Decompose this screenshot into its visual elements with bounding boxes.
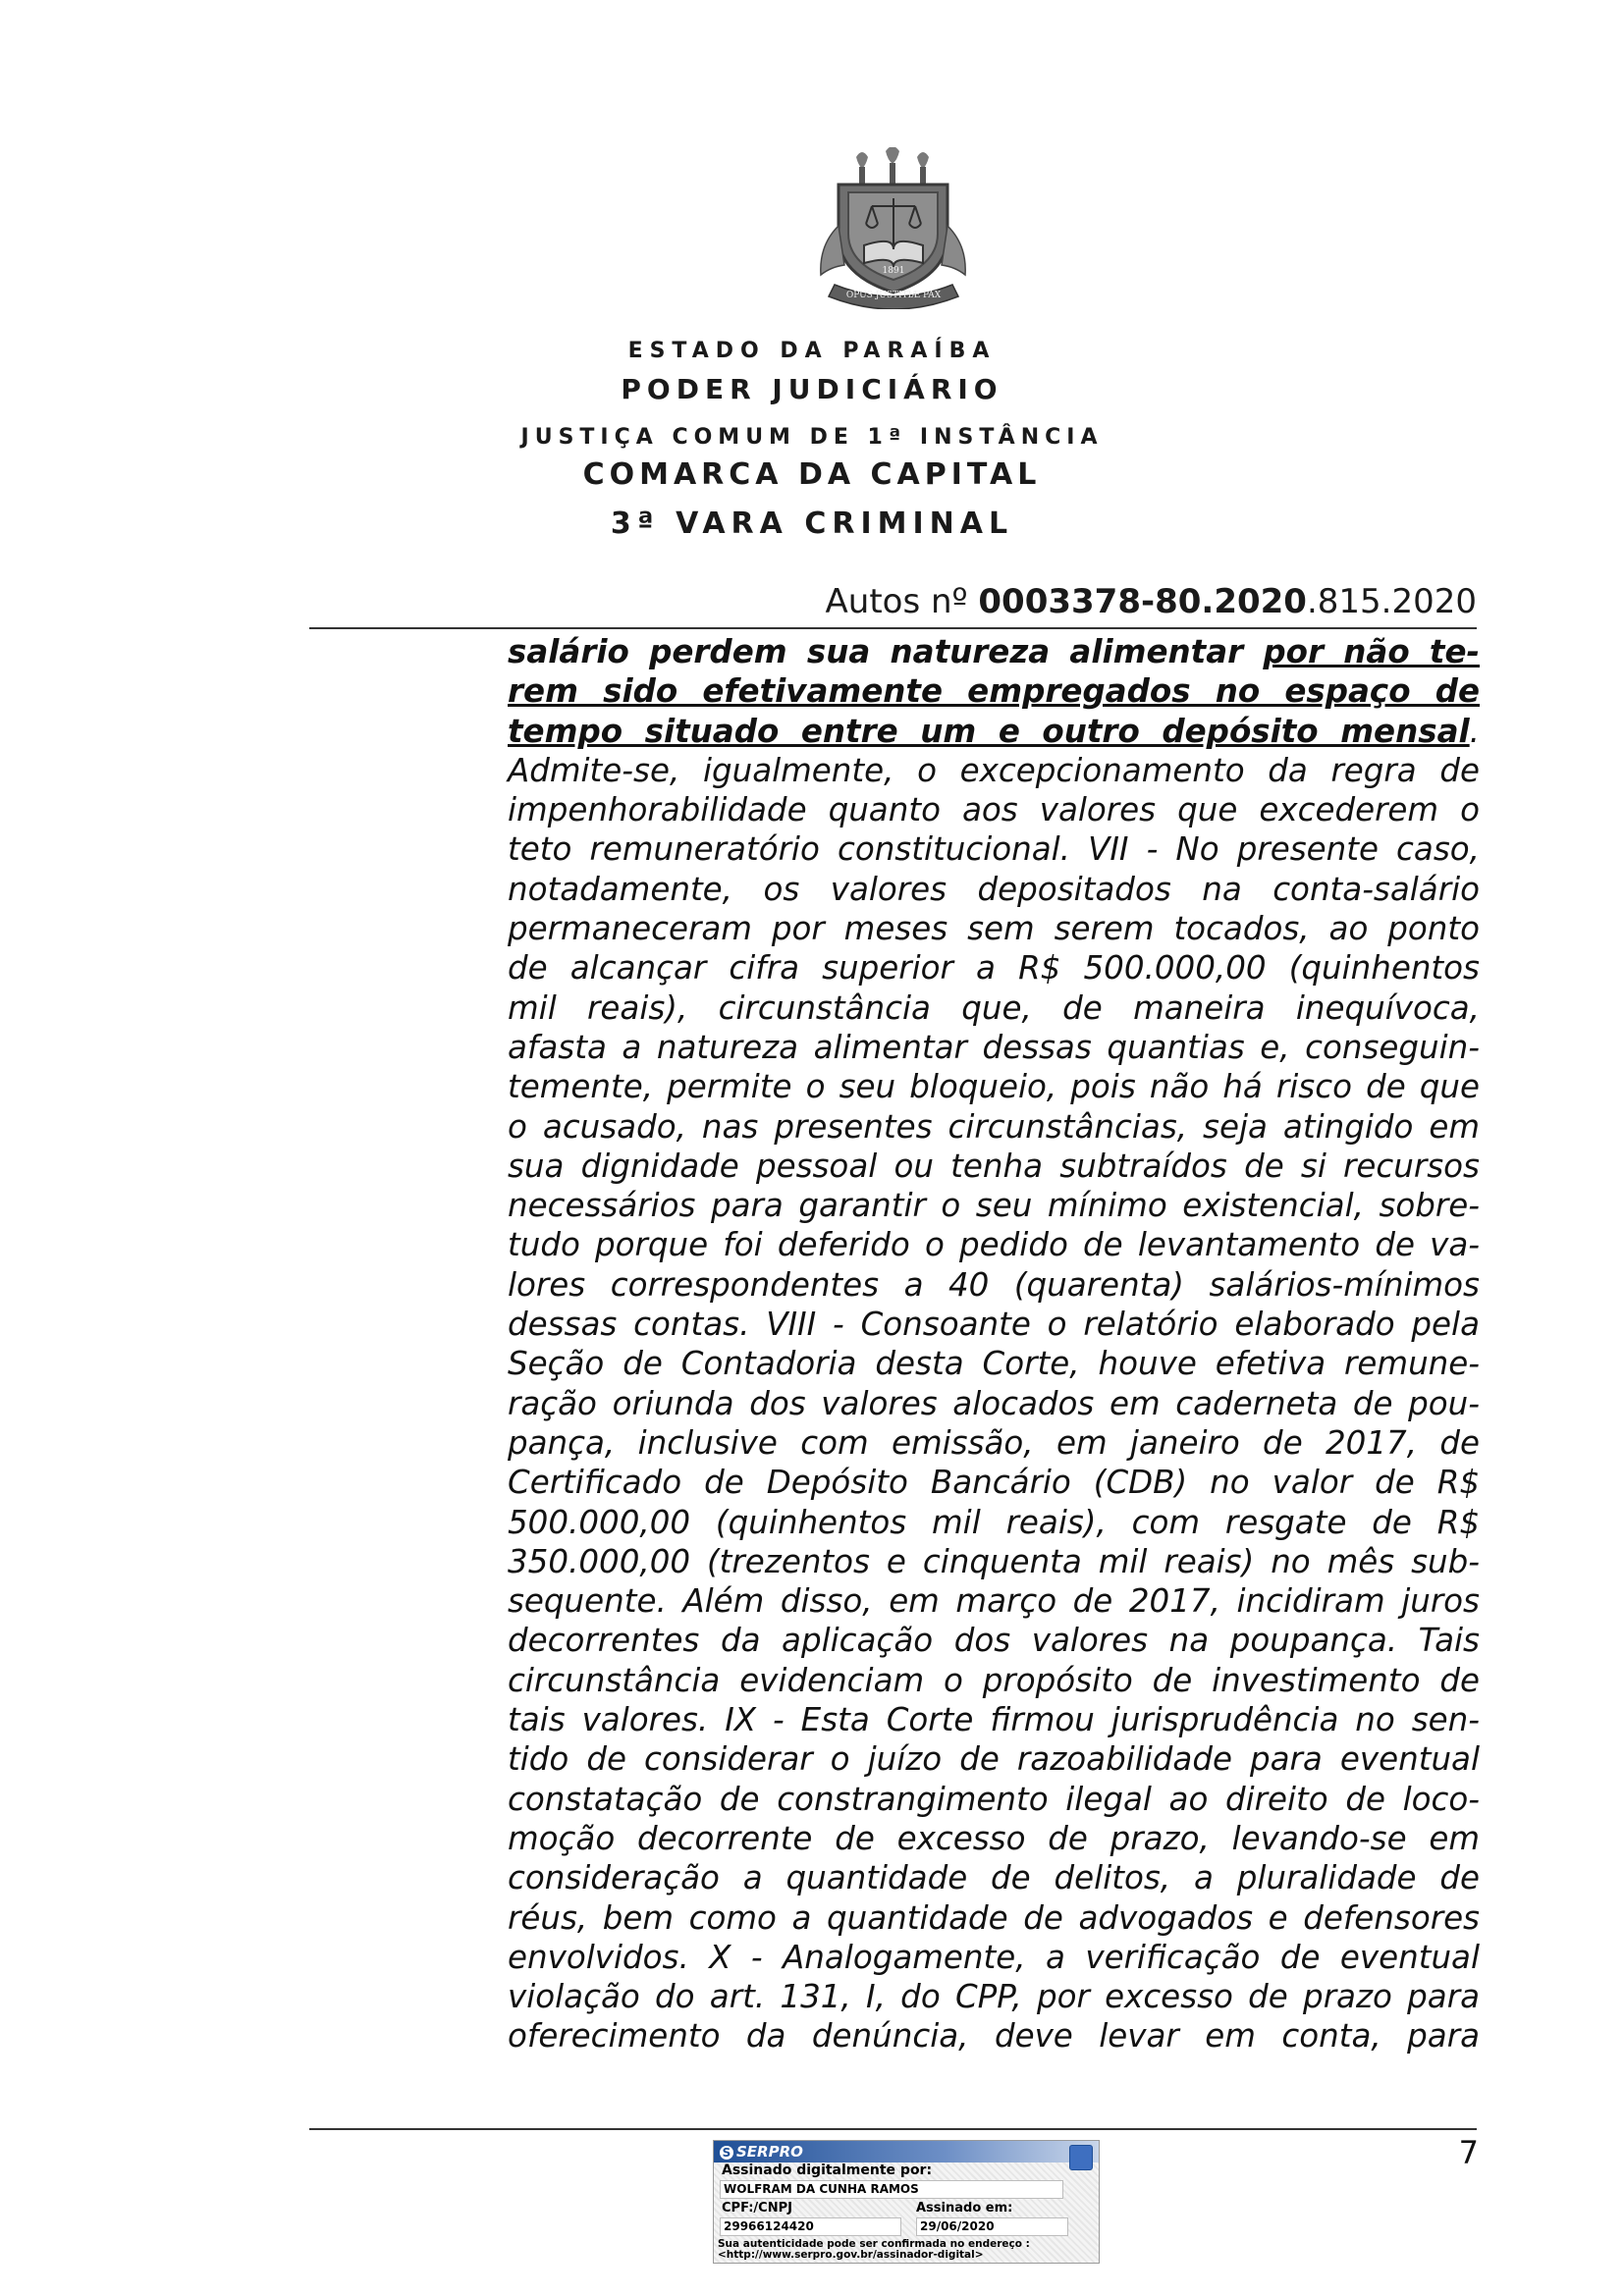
body-line: notadamente, os valores depositados na conta-salário xyxy=(508,870,1480,908)
body-line: o acusado, nas presentes circunstâncias, seja atingido em xyxy=(508,1107,1480,1146)
serpro-brand: SERPRO xyxy=(736,2143,803,2161)
header-chamber: 3ª VARA CRIMINAL xyxy=(610,507,1014,541)
stamp-cpf-label: CPF:/CNPJ xyxy=(722,2201,792,2216)
serpro-logo-icon: S xyxy=(720,2146,733,2160)
body-line: 350.000,00 (trezentos e cinquenta mil reais) no mês sub- xyxy=(508,1542,1480,1580)
stamp-signer: WOLFRAM DA CUNHA RAMOS xyxy=(720,2180,1063,2199)
body-line: permaneceram por meses sem serem tocados, ao ponto xyxy=(508,910,1480,948)
serpro-logo xyxy=(720,2143,803,2161)
body-line: pança, inclusive com emissão, em janeiro de 2017, de xyxy=(508,1423,1480,1462)
body-line: violação do art. 131, I, do CPP, por excesso de prazo para xyxy=(508,1978,1480,2016)
body-line xyxy=(508,632,1480,671)
stamp-date: 29/06/2020 xyxy=(916,2217,1068,2236)
body-line: constatação de constrangimento ilegal ao direito de loco- xyxy=(508,1780,1480,1818)
body-line: impenhorabilidade quanto aos valores que excederem o xyxy=(508,791,1480,829)
body-line-underlined: tempo situado entre um e outro depósito mensal xyxy=(508,712,1470,750)
crest-year: 1891 xyxy=(882,266,905,276)
coat-of-arms-icon xyxy=(817,147,969,309)
document-body xyxy=(508,632,1480,2056)
crest-motto: OPUS JUSTITIÆ PAX xyxy=(845,291,942,300)
body-line: decorrentes da aplicação dos valores na poupança. Tais xyxy=(508,1622,1480,1660)
stamp-seal-icon xyxy=(1069,2145,1093,2170)
case-number-suffix: .815.2020 xyxy=(1306,582,1477,621)
footer-divider xyxy=(309,2128,1477,2130)
stamp-verify-line1: Sua autenticidade pode ser confirmada no endereço : xyxy=(718,2238,1030,2250)
stamp-date-label: Assinado em: xyxy=(916,2201,1013,2216)
body-line-underlined: por não te- xyxy=(1263,633,1481,670)
body-line: Seção de Contadoria desta Corte, houve efetiva remune- xyxy=(508,1345,1480,1383)
body-line: Admite-se, igualmente, o excepcionamento da regra de xyxy=(508,751,1480,789)
header-court: JUSTIÇA COMUM DE 1ª INSTÂNCIA xyxy=(520,425,1104,450)
body-line: teto remuneratório constitucional. VII - No presente caso, xyxy=(508,830,1480,869)
digital-signature-stamp xyxy=(713,2140,1100,2264)
header-district: COMARCA DA CAPITAL xyxy=(582,457,1042,492)
case-number xyxy=(826,582,1477,621)
page-number: 7 xyxy=(1458,2134,1479,2171)
body-line xyxy=(508,712,1480,751)
case-number-main: 0003378-80.2020 xyxy=(978,582,1307,621)
body-line: mil reais), circunstância que, de maneira inequívoca, xyxy=(508,988,1480,1027)
stamp-verify-line2: <http://www.serpro.gov.br/assinador-digital> xyxy=(718,2249,984,2261)
body-line-period: . xyxy=(1469,712,1480,750)
body-line: ração oriunda dos valores alocados em caderneta de pou- xyxy=(508,1384,1480,1422)
body-line: rem sido efetivamente empregados no espaço de xyxy=(508,672,1480,711)
body-line: moção decorrente de excesso de prazo, levando-se em xyxy=(508,1819,1480,1857)
body-paragraph xyxy=(508,751,1480,2056)
body-line: tido de considerar o juízo de razoabilidade para eventual xyxy=(508,1740,1480,1779)
body-line: temente, permite o seu bloqueio, pois não há risco de que xyxy=(508,1068,1480,1106)
body-line: Certificado de Depósito Bancário (CDB) no valor de R$ xyxy=(508,1464,1480,1502)
body-line: dessas contas. VIII - Consoante o relatório elaborado pela xyxy=(508,1306,1480,1344)
body-line: oferecimento da denúncia, deve levar em conta, para xyxy=(508,2017,1480,2056)
body-line: tais valores. IX - Esta Corte firmou jurisprudência no sen- xyxy=(508,1701,1480,1739)
body-line: afasta a natureza alimentar dessas quantias e, conseguin- xyxy=(508,1028,1480,1066)
header-power: PODER JUDICIÁRIO xyxy=(621,373,1003,405)
body-line: de alcançar cifra superior a R$ 500.000,00 (quinhentos xyxy=(508,949,1480,988)
body-line: envolvidos. X - Analogamente, a verificação de eventual xyxy=(508,1938,1480,1976)
body-line: sequente. Além disso, em março de 2017, incidiram juros xyxy=(508,1582,1480,1621)
header-divider xyxy=(309,627,1477,629)
stamp-signed-label: Assinado digitalmente por: xyxy=(722,2163,933,2178)
body-line: necessários para garantir o seu mínimo existencial, sobre- xyxy=(508,1187,1480,1225)
case-number-prefix: Autos nº xyxy=(825,582,979,621)
header-state: ESTADO DA PARAÍBA xyxy=(627,339,997,363)
stamp-cpf: 29966124420 xyxy=(720,2217,901,2236)
body-line: circunstância evidenciam o propósito de investimento de xyxy=(508,1661,1480,1699)
body-line: sua dignidade pessoal ou tenha subtraídos de si recursos xyxy=(508,1147,1480,1185)
body-line: lores correspondentes a 40 (quarenta) salários-mínimos xyxy=(508,1265,1480,1304)
body-line: réus, bem como a quantidade de advogados e defensores xyxy=(508,1898,1480,1937)
body-line: tudo porque foi deferido o pedido de levantamento de va- xyxy=(508,1226,1480,1264)
body-line-bold: salário perdem sua natureza alimentar xyxy=(508,633,1264,670)
body-line: consideração a quantidade de delitos, a pluralidade de xyxy=(508,1859,1480,1897)
body-line: 500.000,00 (quinhentos mil reais), com resgate de R$ xyxy=(508,1503,1480,1541)
